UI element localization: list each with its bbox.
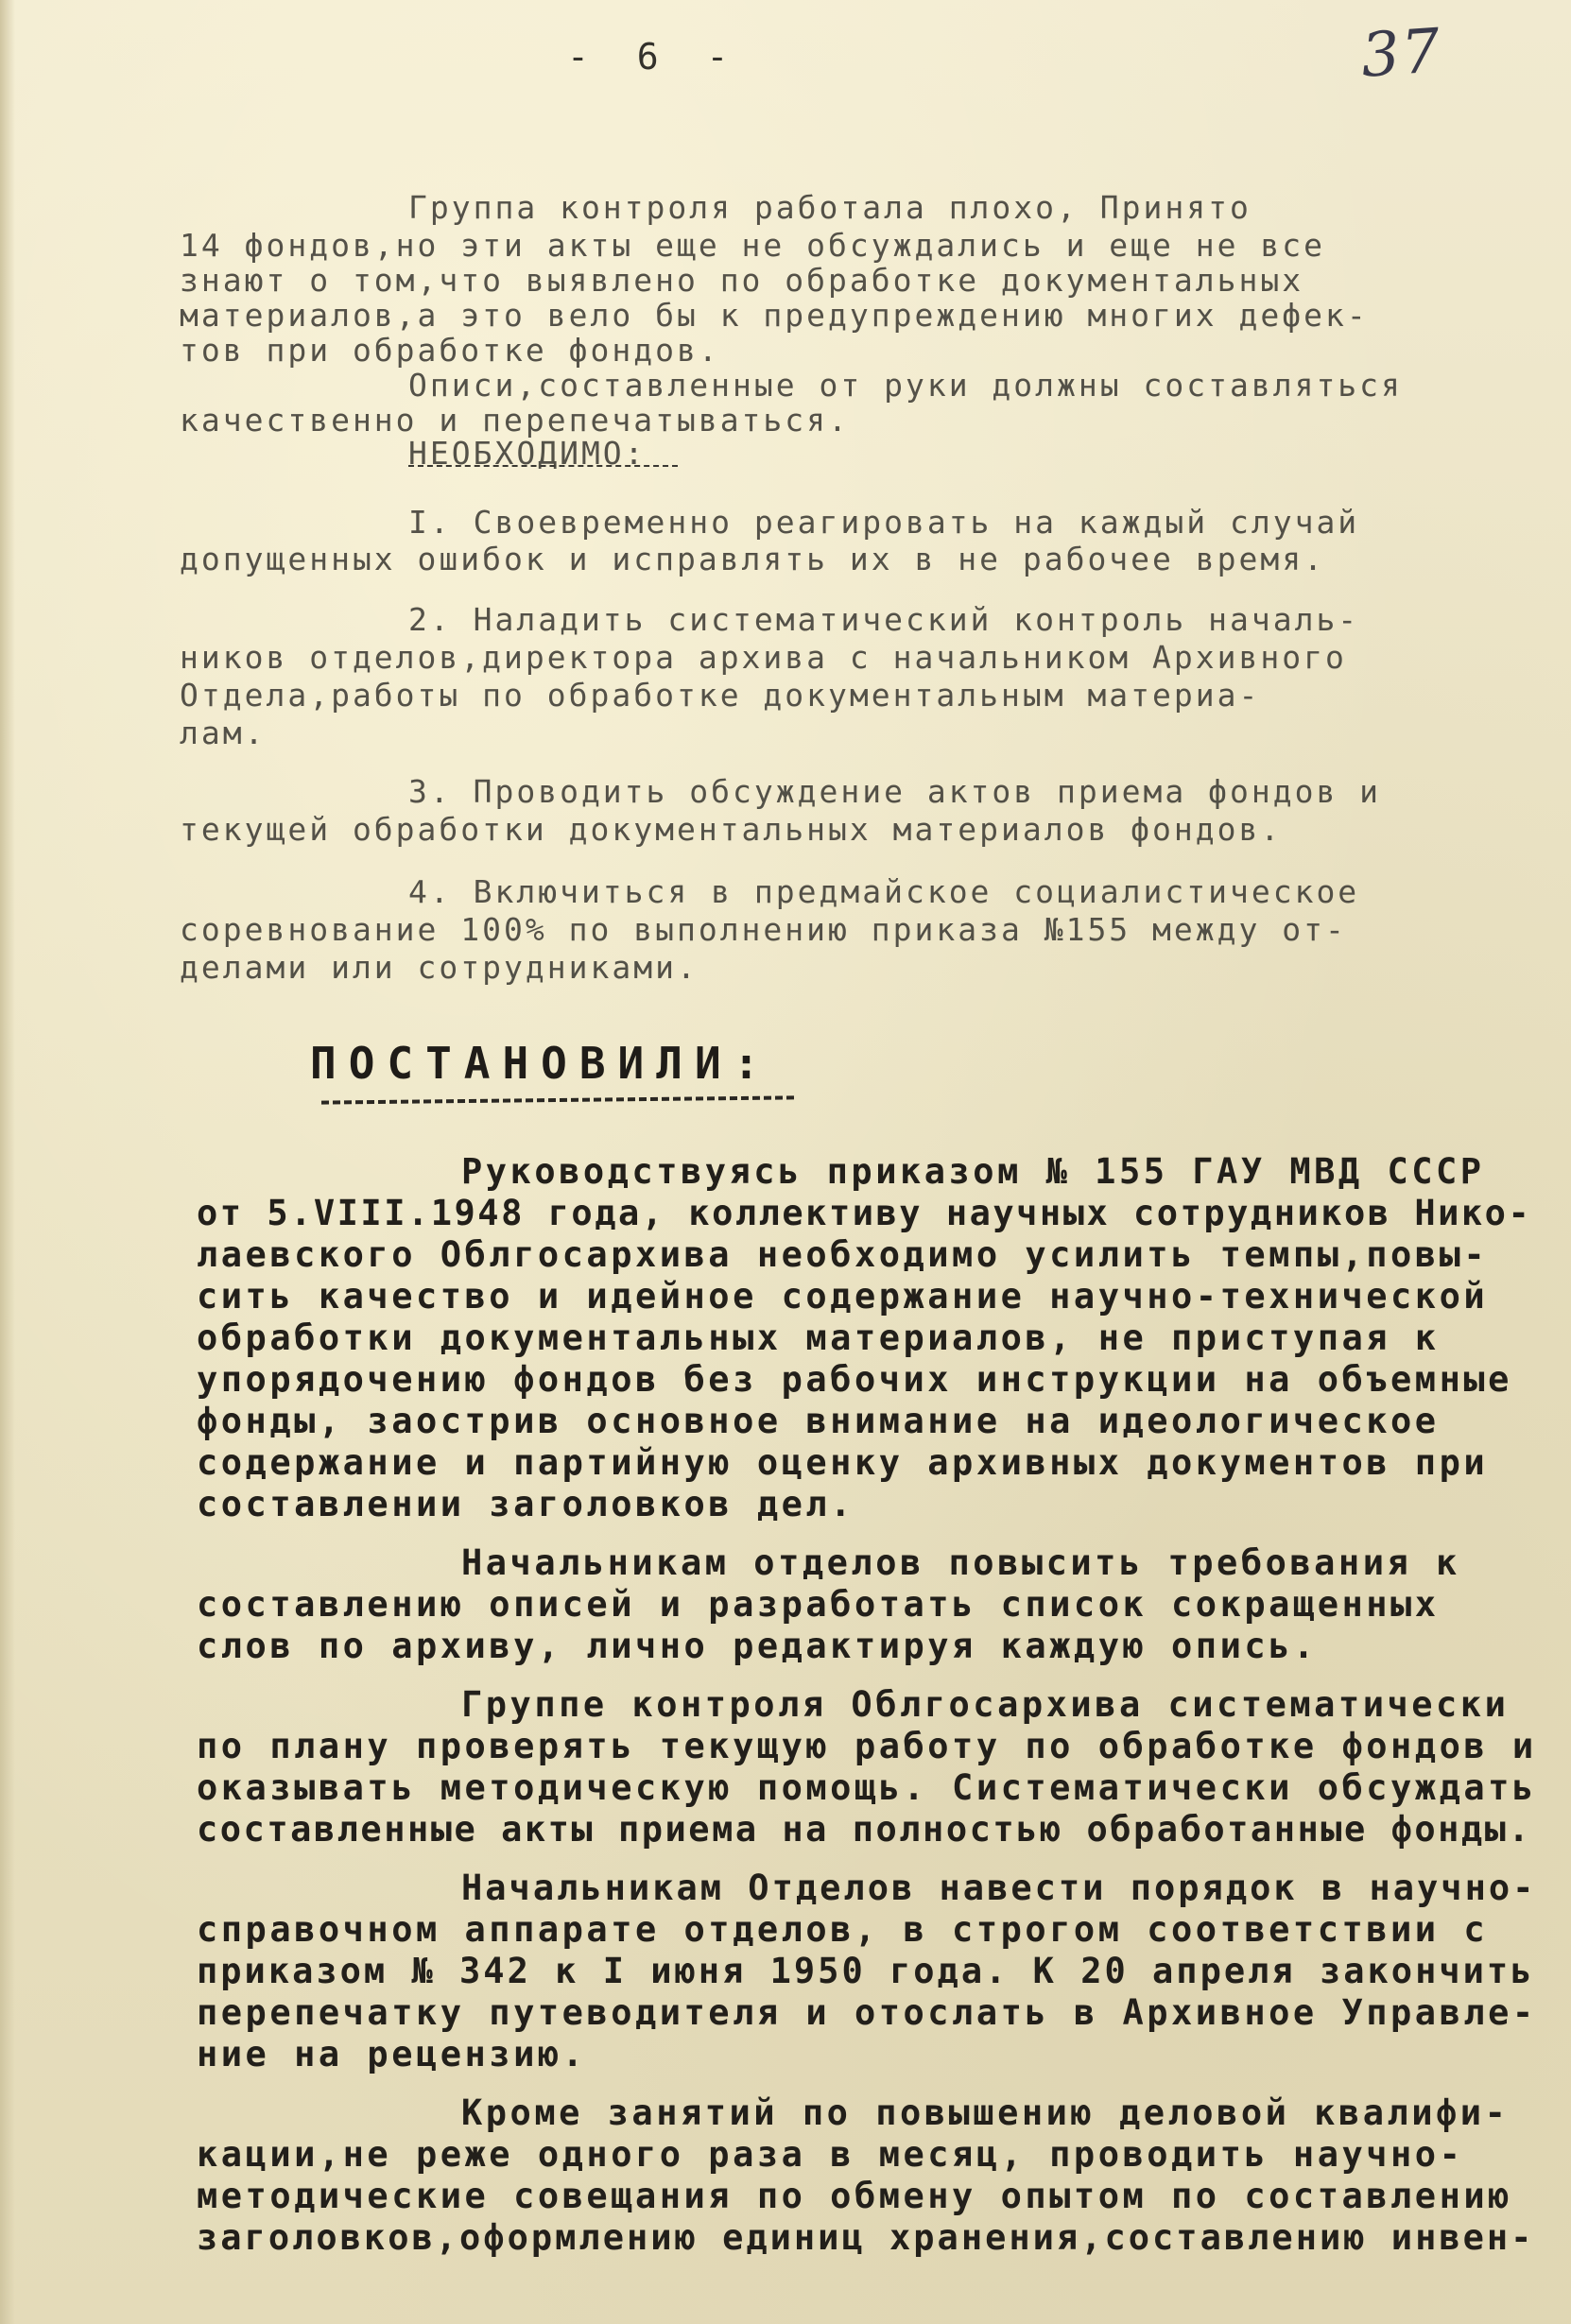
item-1-line-1: I. Своевременно реагировать на каждый случай <box>408 504 1360 541</box>
page-number: - 6 - <box>567 36 742 77</box>
resolution-p2-line-2: составлению описей и разработать список сокращенных <box>197 1584 1440 1625</box>
resolution-p5-line-3: методические совещания по обмену опытом по составлению <box>197 2176 1512 2216</box>
resolution-p2-line-1: Начальникам отделов повысить требования к <box>461 1542 1460 1583</box>
resolution-p3-line-2: по плану проверять текущую работу по обработке фондов и <box>197 1726 1537 1766</box>
resolution-p1-line-7: фонды, заострив основное внимание на идеологическое <box>197 1401 1440 1441</box>
resolution-p5-line-2: кации,не реже одного раза в месяц, проводить научно- <box>197 2134 1464 2175</box>
section-label-necessary: НЕОБХОДИМО: <box>408 435 647 472</box>
resolution-p3-line-3: оказывать методическую помощь. Систематически обсуждать <box>197 1767 1537 1808</box>
handwritten-sheet-number: 37 <box>1358 16 1444 92</box>
item-4-line-2: соревнование 100% по выполнению приказа №155 между от- <box>180 911 1347 948</box>
resolution-p4-line-5: ние на рецензию. <box>197 2034 587 2074</box>
resolution-p3-line-4: составленные акты приема на полностью обработанные фонды. <box>197 1809 1532 1850</box>
item-3-line-2: текущей обработки документальных материалов фондов. <box>180 811 1283 848</box>
text-line-4: материалов,а это вело бы к предупреждению многих дефек- <box>180 297 1369 334</box>
item-4-line-3: делами или сотрудниками. <box>180 949 699 986</box>
item-1-line-2: допущенных ошибок и исправлять их в не рабочее время. <box>180 541 1325 577</box>
heading-underline <box>321 1095 794 1104</box>
item-2-line-3: Отдела,работы по обработке документальным материа- <box>180 677 1261 714</box>
text-line-1: Группа контроля работала плохо, Принято <box>408 189 1252 226</box>
resolution-p4-line-2: справочном аппарате отделов, в строгом соответствии с <box>197 1909 1489 1950</box>
resolution-p1-line-8: содержание и партийную оценку архивных документов при <box>197 1442 1489 1483</box>
resolution-heading: ПОСТАНОВИЛИ: <box>310 1038 772 1089</box>
resolution-p4-line-4: перепечатку путеводителя и отослать в Архивное Управле- <box>197 1992 1537 2033</box>
text-line-3: знают о том,что выявлено по обработке документальных <box>180 262 1304 299</box>
page-edge-shadow <box>0 0 15 2324</box>
resolution-p5-line-1: Кроме занятий по повышению деловой квалифи- <box>461 2092 1510 2133</box>
resolution-p1-line-6: упорядочению фондов без рабочих инструкции на объемные <box>197 1359 1512 1400</box>
resolution-p1-line-4: сить качество и идейное содержание научно-технической <box>197 1276 1489 1317</box>
section-label-underline <box>408 465 678 467</box>
resolution-p4-line-3: приказом № 342 к I июня 1950 года. К 20 апреля закончить <box>197 1951 1535 1991</box>
resolution-p2-line-3: слов по архиву, лично редактируя каждую опись. <box>197 1626 1318 1666</box>
resolution-p1-line-9: составлении заголовков дел. <box>197 1484 855 1524</box>
resolution-p3-line-1: Группе контроля Облгосархива систематически <box>461 1684 1510 1725</box>
item-2-line-2: ников отделов,директора архива с начальником Архивного <box>180 639 1347 676</box>
text-line-7: качественно и перепечатываться. <box>180 402 850 439</box>
resolution-p1-line-2: от 5.VIII.1948 года, коллективу научных сотрудников Нико- <box>197 1193 1532 1233</box>
text-line-2: 14 фондов,но эти акты еще не обсуждались и еще не все <box>180 227 1325 264</box>
resolution-p1-line-5: обработки документальных материалов, не приступая к <box>197 1317 1440 1358</box>
text-line-6: Описи,составленные от руки должны составляться <box>408 367 1403 404</box>
text-line-5: тов при обработке фондов. <box>180 332 720 369</box>
item-4-line-1: 4. Включиться в предмайское социалистическое <box>408 873 1360 910</box>
resolution-p5-line-4: заголовков,оформлению единиц хранения,составлению инвен- <box>197 2217 1535 2258</box>
item-2-line-1: 2. Наладить систематический контроль началь- <box>408 601 1360 638</box>
resolution-p4-line-1: Начальникам Отделов навести порядок в научно- <box>461 1868 1537 1908</box>
item-3-line-1: 3. Проводить обсуждение актов приема фондов и <box>408 773 1382 810</box>
item-2-line-4: лам. <box>180 714 267 751</box>
resolution-p1-line-3: лаевского Облгосархива необходимо усилить темпы,повы- <box>197 1234 1489 1275</box>
resolution-p1-line-1: Руководствуясь приказом № 155 ГАУ МВД СССР <box>461 1151 1485 1192</box>
